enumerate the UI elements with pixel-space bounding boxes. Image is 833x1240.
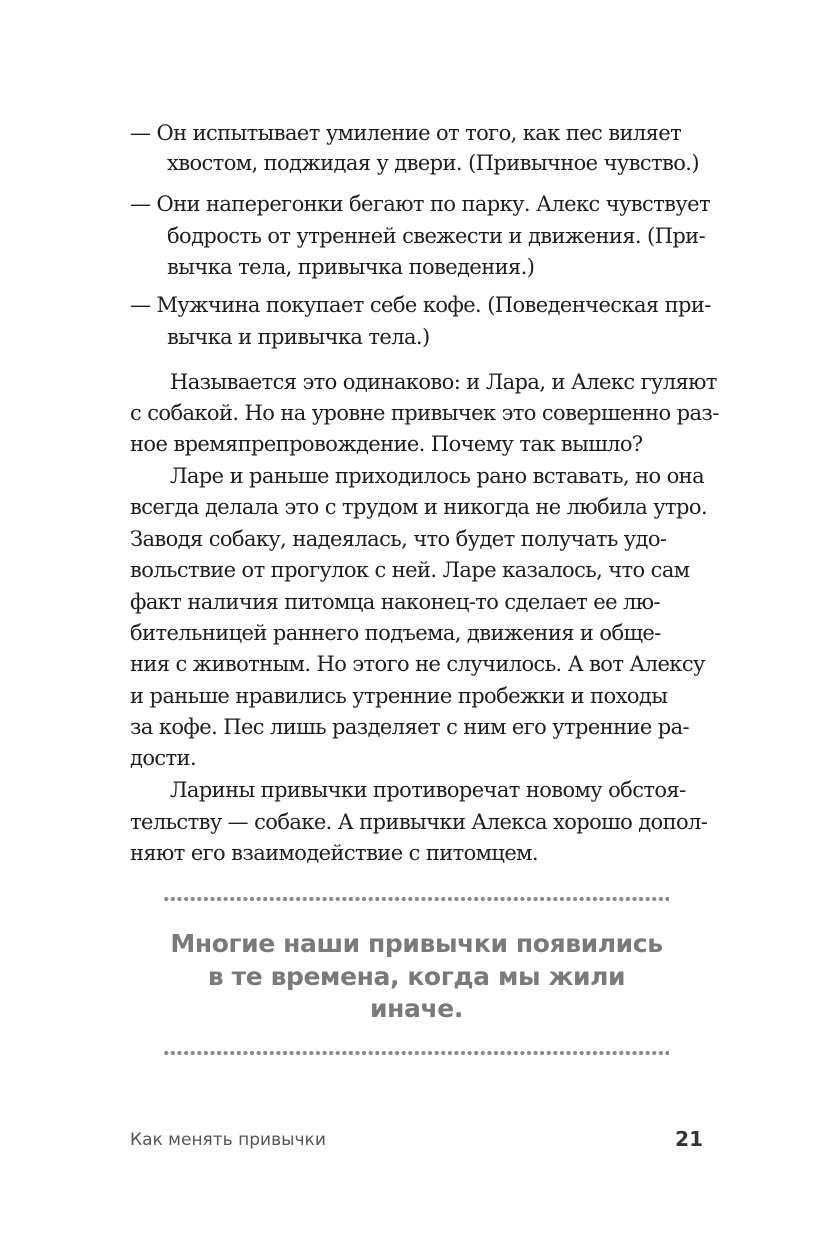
text-line: ния с животным. Но этого не случилось. А вот Алексу <box>130 652 705 676</box>
text-line: — Они наперегонки бегают по парку. Алекс чувствует <box>130 192 710 216</box>
text-line: — Мужчина покупает себе кофе. (Поведенческая при- <box>130 293 711 317</box>
text-line: тельству — собаке. А привычки Алекса хорошо допол- <box>130 810 708 834</box>
text-line: вычка и привычка тела.) <box>167 325 430 349</box>
text-line: Ларины привычки противоречат новому обстоя- <box>170 778 686 802</box>
text-line: ное времяпрепровождение. Почему так вышло? <box>130 432 643 456</box>
text-line: с собакой. Но на уровне привычек это совершенно раз- <box>130 401 719 425</box>
text-line: бодрость от утренней свежести и движения. (При- <box>167 224 706 248</box>
text-line: бительницей раннего подъема, движения и обще- <box>130 621 661 645</box>
text-line: всегда делала это с трудом и никогда не любила утро. <box>130 495 708 519</box>
text-line: Заводя собаку, надеялась, что будет получать удо- <box>130 527 667 551</box>
text-line: Ларе и раньше приходилось рано вставать, но она <box>170 464 705 488</box>
text-line: дости. <box>130 746 197 770</box>
text-line: вычка тела, привычка поведения.) <box>167 255 535 279</box>
page-number: 21 <box>675 1127 703 1151</box>
text-line: факт наличия питомца наконец-то сделает ее лю- <box>130 590 660 614</box>
dotted-divider-top <box>163 896 669 902</box>
text-line: хвостом, поджидая у двери. (Привычное чувство.) <box>167 151 699 175</box>
text-line: — Он испытывает умиление от того, как пес виляет <box>130 121 682 145</box>
dotted-divider-bottom <box>163 1050 669 1056</box>
quote-line: в те времена, когда мы жили <box>207 962 626 991</box>
running-footer-title: Как менять привычки <box>130 1130 326 1150</box>
text-line: няют его взаимодействие с питомцем. <box>130 841 538 865</box>
text-line: Называется это одинаково: и Лара, и Алекс гуляют <box>170 370 717 394</box>
text-line: за кофе. Пес лишь разделяет с ним его утренние ра- <box>130 715 690 739</box>
text-line: и раньше нравились утренние пробежки и походы <box>130 684 668 708</box>
quote-line: Многие наши привычки появились <box>170 929 663 958</box>
text-line: вольствие от прогулок с ней. Ларе казалось, что сам <box>130 558 690 582</box>
quote-line: иначе. <box>370 994 463 1023</box>
